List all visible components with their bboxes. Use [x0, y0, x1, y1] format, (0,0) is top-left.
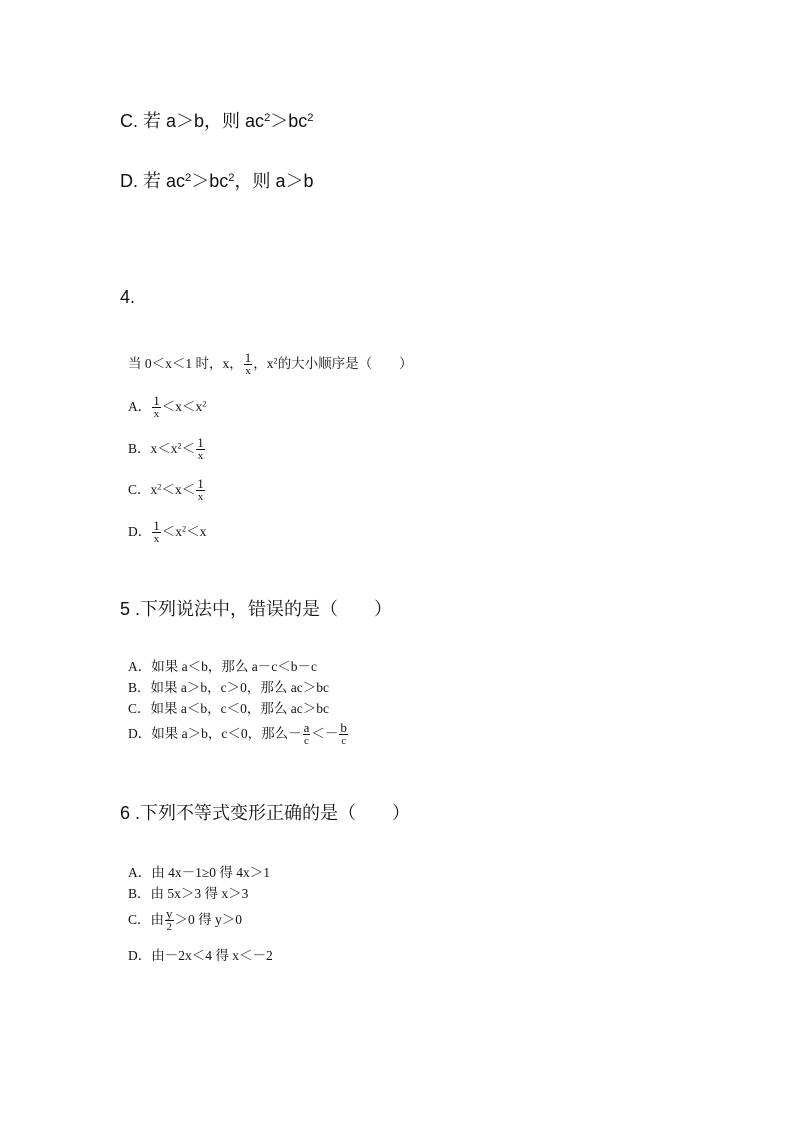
q4-number: 4.: [120, 287, 136, 307]
q4-option-c: C．$x^2<x<$ $\frac{1}{x}$: [128, 476, 204, 503]
fraction: $\frac{1}{x}$: [153, 393, 160, 420]
fraction: $\frac{1}{x}$: [153, 518, 160, 545]
fraction: $\frac{1}{x}$: [197, 476, 204, 503]
q4-stem: 当 0＜x＜1 时，x， $\frac{1}{x}$ ，$x^2$的大小顺序是（ ）: [128, 350, 413, 377]
fraction: $\frac{1}{x}$: [244, 350, 252, 377]
q4-option-d: D． $\frac{1}{x}$ $<x^2<x$: [128, 518, 207, 545]
q4-option-a: A． $\frac{1}{x}$ $<x<x^2$: [128, 393, 207, 420]
q5-option-c: C．如果 a＜b，c＜0，那么 ac＞bc: [128, 701, 329, 716]
q5-title: 5 .下列说法中，错误的是（ ）: [120, 599, 393, 619]
q6-option-b: B．由 5x＞3 得 x＞3: [128, 886, 249, 901]
q6-option-a: A．由 4x－1≥0 得 4x＞1: [128, 865, 271, 880]
fraction: $\frac{a}{c}$: [303, 720, 310, 747]
q6-option-d: D．由－2x＜4 得 x＜－2: [128, 948, 273, 963]
q5-option-a: A．如果 a＜b，那么 a－c＜b－c: [128, 659, 317, 674]
fraction: $\frac{b}{c}$: [340, 720, 347, 747]
q6-option-c: C．由 $\frac{y}{2}$ ＞0 得 y＞0: [128, 906, 243, 933]
q5-option-b: B．如果 a＞b，c＞0，那么 ac＞bc: [128, 680, 329, 695]
q5-option-d: D．如果 a＞b，c＜0，那么－ $\frac{a}{c}$ ＜－ $\frac{b}{c}$: [128, 720, 347, 747]
fraction: $\frac{1}{x}$: [197, 435, 204, 462]
q6-title: 6 .下列不等式变形正确的是（ ）: [120, 803, 411, 823]
fraction: $\frac{y}{2}$: [166, 906, 173, 933]
q4-option-b: B．$x<x^2<$ $\frac{1}{x}$: [128, 435, 204, 462]
q3-option-d: D. 若 $ac^2>bc^2$，则 a＞b: [120, 171, 314, 191]
q3-option-c: C. 若 a＞b，则 $ac^2>bc^2$: [120, 111, 314, 131]
